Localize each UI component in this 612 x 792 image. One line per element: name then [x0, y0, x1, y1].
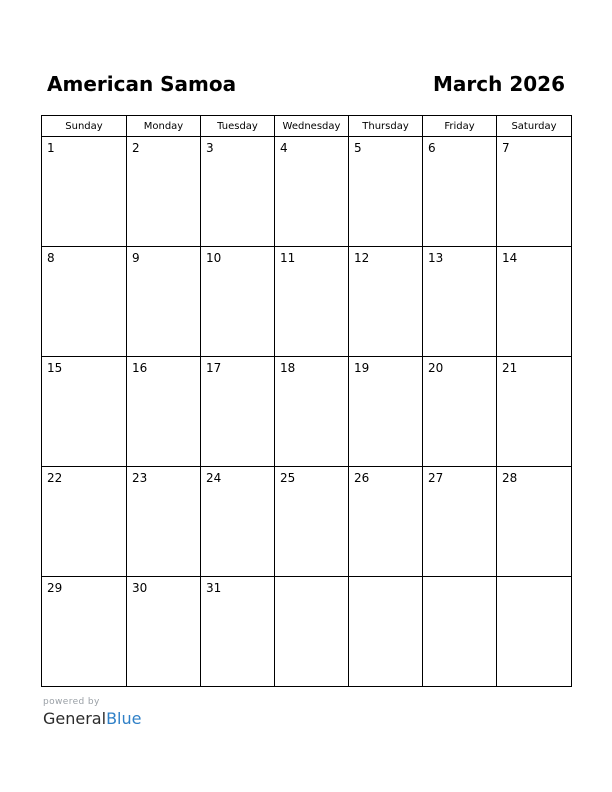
day-number: 24: [206, 471, 222, 485]
day-number: 8: [47, 251, 55, 265]
day-cell: [423, 137, 497, 247]
day-cell: [349, 357, 423, 467]
day-cell: [349, 577, 423, 687]
day-number: 19: [354, 361, 370, 375]
generalblue-logo[interactable]: [43, 709, 141, 729]
month-year-title: March 2026: [433, 72, 565, 96]
day-cell: [497, 357, 572, 467]
day-cell: [497, 137, 572, 247]
day-cell: [201, 137, 275, 247]
day-number: 14: [502, 251, 518, 265]
day-cell: [127, 467, 201, 577]
day-cell: [201, 247, 275, 357]
day-cell: [423, 247, 497, 357]
weekday-monday: Monday: [127, 116, 201, 137]
day-number: [349, 577, 422, 581]
day-number: 6: [428, 141, 436, 155]
day-number: 27: [428, 471, 444, 485]
day-cell: [127, 577, 201, 687]
day-number: 2: [132, 141, 140, 155]
day-number: 18: [280, 361, 296, 375]
week-row: [42, 137, 572, 247]
day-number: 17: [206, 361, 222, 375]
weekday-friday: Friday: [423, 116, 497, 137]
day-number: 13: [428, 251, 444, 265]
day-cell: [42, 137, 127, 247]
week-row: [42, 467, 572, 577]
weekday-header-row: [42, 116, 572, 137]
brand-part1: General: [43, 709, 107, 728]
day-cell: [497, 577, 572, 687]
day-number: 30: [132, 581, 148, 595]
day-number: 7: [502, 141, 510, 155]
day-number: 22: [47, 471, 63, 485]
day-number: 15: [47, 361, 63, 375]
day-cell: [127, 137, 201, 247]
day-cell: [42, 357, 127, 467]
day-cell: [275, 357, 349, 467]
day-number: 31: [206, 581, 222, 595]
day-cell: [275, 137, 349, 247]
day-number: 20: [428, 361, 444, 375]
weekday-wednesday: Wednesday: [275, 116, 349, 137]
day-number: 21: [502, 361, 518, 375]
day-number: 5: [354, 141, 362, 155]
day-cell: [42, 467, 127, 577]
day-cell: [423, 577, 497, 687]
day-cell: [201, 357, 275, 467]
day-cell: [349, 247, 423, 357]
day-cell: [42, 247, 127, 357]
day-number: 23: [132, 471, 148, 485]
day-cell: [423, 467, 497, 577]
day-number: 1: [47, 141, 55, 155]
day-cell: [349, 467, 423, 577]
footer-branding: [43, 697, 141, 729]
day-cell: [275, 467, 349, 577]
day-cell: [423, 357, 497, 467]
day-cell: [275, 577, 349, 687]
calendar-grid: [41, 115, 572, 687]
day-number: 9: [132, 251, 140, 265]
week-row: [42, 577, 572, 687]
day-number: 26: [354, 471, 370, 485]
day-number: 29: [47, 581, 63, 595]
day-number: 3: [206, 141, 214, 155]
powered-by-text: powered by: [43, 697, 100, 707]
day-number: 16: [132, 361, 148, 375]
day-number: 10: [206, 251, 222, 265]
day-cell: [127, 247, 201, 357]
weekday-sunday: Sunday: [42, 116, 127, 137]
weekday-tuesday: Tuesday: [201, 116, 275, 137]
day-cell: [349, 137, 423, 247]
day-cell: [201, 467, 275, 577]
day-number: 25: [280, 471, 296, 485]
week-row: [42, 247, 572, 357]
country-title: American Samoa: [47, 72, 237, 96]
week-row: [42, 357, 572, 467]
day-number: [275, 577, 348, 581]
day-cell: [127, 357, 201, 467]
day-cell: [497, 467, 572, 577]
day-cell: [42, 577, 127, 687]
day-cell: [497, 247, 572, 357]
day-cell: [201, 577, 275, 687]
day-number: 4: [280, 141, 288, 155]
day-number: 28: [502, 471, 518, 485]
day-number: [497, 577, 571, 581]
weekday-thursday: Thursday: [349, 116, 423, 137]
weekday-saturday: Saturday: [497, 116, 572, 137]
day-cell: [275, 247, 349, 357]
day-number: 12: [354, 251, 370, 265]
day-number: [423, 577, 496, 581]
day-number: 11: [280, 251, 296, 265]
brand-part2: Blue: [106, 709, 142, 728]
